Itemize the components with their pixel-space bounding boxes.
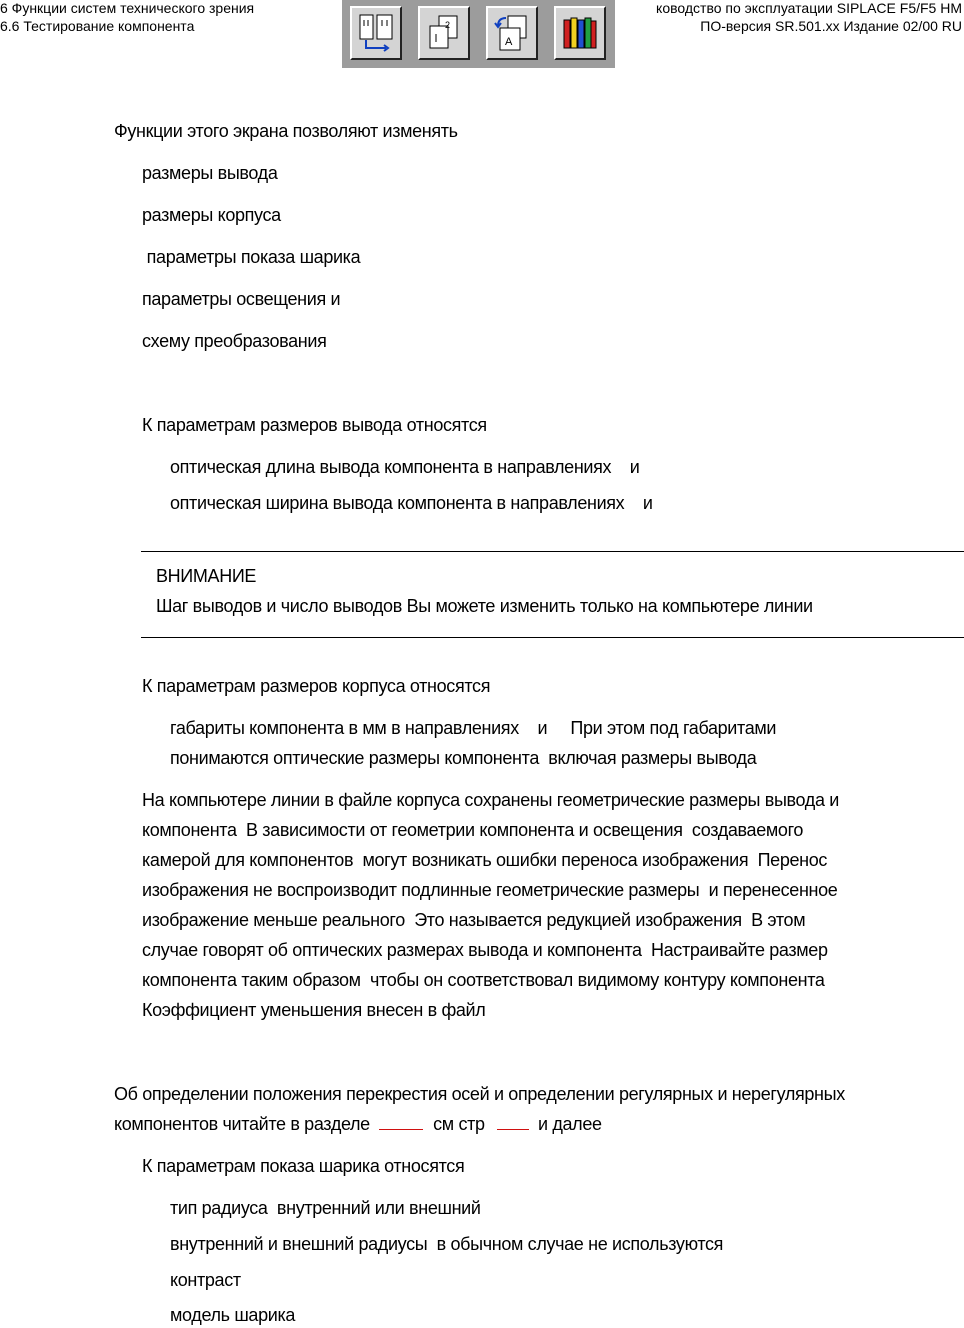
notice-text: Шаг выводов и число выводов Вы можете изменить только на компьютере линии <box>156 596 813 616</box>
svg-text:2: 2 <box>445 20 451 30</box>
function-item: параметры показа шарика <box>142 247 361 267</box>
reference-line-2 <box>114 1114 602 1135</box>
reference-line: Об определении положения перекрестия осей и определении регулярных и нерегулярных <box>114 1084 845 1104</box>
function-item: размеры вывода <box>142 163 278 183</box>
lead-params-heading: К параметрам размеров вывода относятся <box>142 415 487 435</box>
notice-title: ВНИМАНИЕ <box>156 566 257 586</box>
layout-button[interactable] <box>350 6 402 60</box>
header-version: ПО-версия SR.501.xx Издание 02/00 RU <box>700 18 962 34</box>
paragraph-line: Коэффициент уменьшения внесен в файл <box>142 1000 486 1020</box>
body-param-line: габариты компонента в мм в направлениях и При этом под габаритами <box>170 718 777 738</box>
paragraph-line: камерой для компонентов могут возникать ошибки переноса изображения Перенос <box>142 850 828 870</box>
header-subsection-title: 6.6 Тестирование компонента <box>0 18 195 34</box>
page-reference-link[interactable] <box>497 1115 529 1130</box>
notice-top-rule <box>141 551 964 552</box>
ball-param-item: модель шарика <box>170 1305 296 1325</box>
section-reference-link[interactable] <box>379 1115 423 1130</box>
function-item: параметры освещения и <box>142 289 341 309</box>
function-item: схему преобразования <box>142 331 327 351</box>
paragraph-line: случае говорят об оптических размерах вывода и компонента Настраивайте размер <box>142 940 828 960</box>
books-library-icon <box>560 12 600 54</box>
svg-text:A: A <box>505 36 513 48</box>
copy-pages-icon <box>424 12 464 54</box>
notice-bottom-rule <box>141 637 964 638</box>
paragraph-line: изображения не воспроизводит подлинные геометрические размеры и перенесенное <box>142 880 838 900</box>
paragraph-line: компонента таким образом чтобы он соответствовал видимому контуру компонента <box>142 970 825 990</box>
intro-text: Функции этого экрана позволяют изменять <box>114 121 458 141</box>
header-manual-title: ководство по эксплуатации SIPLACE F5/F5 HM <box>656 0 962 16</box>
ball-param-item: тип радиуса внутренний или внешний <box>170 1198 481 1218</box>
paragraph-line: изображение меньше реального Это называется редукцией изображения В этом <box>142 910 806 930</box>
header-section-title: 6 Функции систем технического зрения <box>0 0 255 16</box>
lead-param-item: оптическая длина вывода компонента в направлениях и <box>170 457 640 477</box>
lead-param-item: оптическая ширина вывода компонента в направлениях и <box>170 493 653 513</box>
paragraph-line: На компьютере линии в файле корпуса сохранены геометрические размеры вывода и <box>142 790 839 810</box>
reference-text-c: и далее <box>538 1114 602 1134</box>
body-params-heading: К параметрам размеров корпуса относятся <box>142 676 491 696</box>
toolbar <box>342 0 615 68</box>
replace-document-icon <box>492 12 532 54</box>
paragraph-line: компонента В зависимости от геометрии компонента и освещения создаваемого <box>142 820 804 840</box>
library-button[interactable] <box>554 6 606 60</box>
ball-param-item: внутренний и внешний радиусы в обычном случае не используются <box>170 1234 724 1254</box>
replace-document-button[interactable] <box>486 6 538 60</box>
ball-params-heading: К параметрам показа шарика относятся <box>142 1156 465 1176</box>
copy-pages-button[interactable] <box>418 6 470 60</box>
layout-diagram-icon <box>356 12 396 54</box>
body-param-line: понимаются оптические размеры компонента включая размеры вывода <box>170 748 757 768</box>
reference-text-a: компонентов читайте в разделе <box>114 1114 370 1134</box>
ball-param-item: контраст <box>170 1270 241 1290</box>
function-item: размеры корпуса <box>142 205 281 225</box>
reference-text-b: см стр <box>433 1114 485 1134</box>
